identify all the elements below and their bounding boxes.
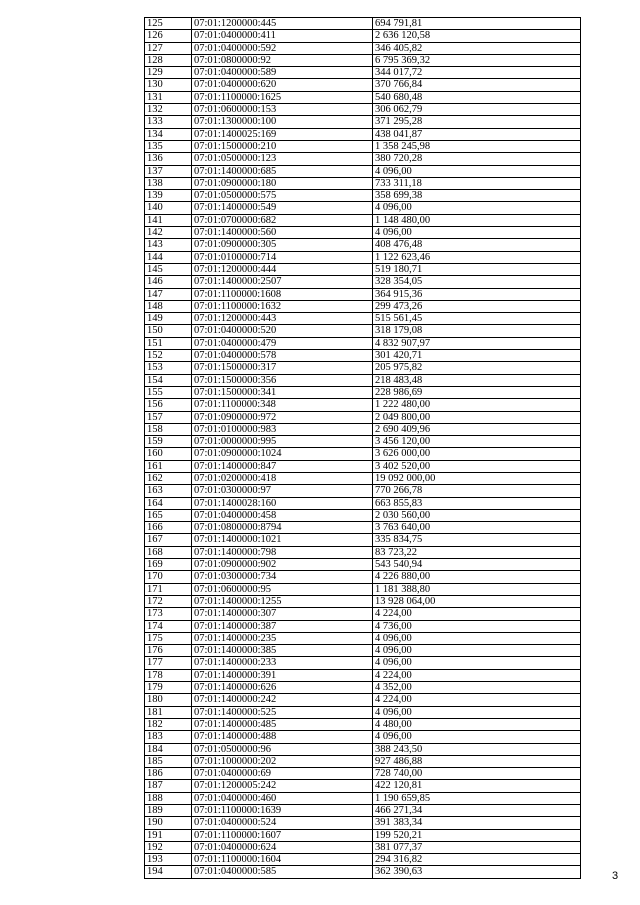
table-row xyxy=(145,866,581,878)
table-row xyxy=(145,202,581,214)
row-number-cell: 158 xyxy=(145,423,192,435)
cadastral-number-cell: 07:01:0500000:575 xyxy=(192,190,373,202)
cadastral-number-cell: 07:01:1100000:1625 xyxy=(192,91,373,103)
cadastral-number-cell: 07:01:1400000:387 xyxy=(192,620,373,632)
value-cell: 205 975,82 xyxy=(373,362,581,374)
cadastral-number-cell: 07:01:1200005:242 xyxy=(192,780,373,792)
table-row xyxy=(145,448,581,460)
value-cell: 2 636 120,58 xyxy=(373,30,581,42)
cadastral-number-cell: 07:01:0200000:418 xyxy=(192,472,373,484)
row-number-cell: 191 xyxy=(145,829,192,841)
table-row xyxy=(145,706,581,718)
table-row xyxy=(145,116,581,128)
value-cell: 83 723,22 xyxy=(373,546,581,558)
cadastral-number-cell: 07:01:1500000:341 xyxy=(192,386,373,398)
table-row xyxy=(145,313,581,325)
table-row xyxy=(145,276,581,288)
row-number-cell: 128 xyxy=(145,54,192,66)
value-cell: 4 224,00 xyxy=(373,608,581,620)
table-row xyxy=(145,104,581,116)
row-number-cell: 153 xyxy=(145,362,192,374)
cadastral-number-cell: 07:01:1400025:169 xyxy=(192,128,373,140)
value-cell: 4 096,00 xyxy=(373,202,581,214)
cadastral-number-cell: 07:01:1400000:685 xyxy=(192,165,373,177)
table-row xyxy=(145,54,581,66)
value-cell: 2 030 560,00 xyxy=(373,509,581,521)
value-cell: 694 791,81 xyxy=(373,18,581,30)
cadastral-number-cell: 07:01:0900000:972 xyxy=(192,411,373,423)
value-cell: 663 855,83 xyxy=(373,497,581,509)
cadastral-number-cell: 07:01:1200000:445 xyxy=(192,18,373,30)
cadastral-number-cell: 07:01:0400000:578 xyxy=(192,350,373,362)
table-row xyxy=(145,153,581,165)
row-number-cell: 150 xyxy=(145,325,192,337)
cadastral-value-table xyxy=(144,17,581,879)
table-row xyxy=(145,509,581,521)
table-row xyxy=(145,595,581,607)
value-cell: 438 041,87 xyxy=(373,128,581,140)
table-row xyxy=(145,350,581,362)
cadastral-number-cell: 07:01:1200000:444 xyxy=(192,263,373,275)
value-cell: 364 915,36 xyxy=(373,288,581,300)
value-cell: 318 179,08 xyxy=(373,325,581,337)
cadastral-number-cell: 07:01:0500000:123 xyxy=(192,153,373,165)
row-number-cell: 167 xyxy=(145,534,192,546)
cadastral-number-cell: 07:01:1400000:385 xyxy=(192,645,373,657)
row-number-cell: 146 xyxy=(145,276,192,288)
cadastral-number-cell: 07:01:0400000:624 xyxy=(192,841,373,853)
table-row xyxy=(145,460,581,472)
value-cell: 4 096,00 xyxy=(373,227,581,239)
row-number-cell: 190 xyxy=(145,817,192,829)
cadastral-number-cell: 07:01:1400000:485 xyxy=(192,718,373,730)
row-number-cell: 152 xyxy=(145,350,192,362)
table-row xyxy=(145,140,581,152)
cadastral-number-cell: 07:01:1400028:160 xyxy=(192,497,373,509)
value-cell: 2 049 800,00 xyxy=(373,411,581,423)
row-number-cell: 130 xyxy=(145,79,192,91)
value-cell: 3 763 640,00 xyxy=(373,522,581,534)
row-number-cell: 151 xyxy=(145,337,192,349)
value-cell: 4 224,00 xyxy=(373,669,581,681)
cadastral-number-cell: 07:01:1400000:1021 xyxy=(192,534,373,546)
row-number-cell: 159 xyxy=(145,436,192,448)
cadastral-number-cell: 07:01:0000000:995 xyxy=(192,436,373,448)
cadastral-number-cell: 07:01:0100000:714 xyxy=(192,251,373,263)
row-number-cell: 136 xyxy=(145,153,192,165)
table-row xyxy=(145,30,581,42)
row-number-cell: 166 xyxy=(145,522,192,534)
cadastral-number-cell: 07:01:0400000:592 xyxy=(192,42,373,54)
cadastral-number-cell: 07:01:0300000:734 xyxy=(192,571,373,583)
value-cell: 1 222 480,00 xyxy=(373,399,581,411)
value-cell: 770 266,78 xyxy=(373,485,581,497)
cadastral-number-cell: 07:01:0400000:458 xyxy=(192,509,373,521)
cadastral-number-cell: 07:01:1400000:525 xyxy=(192,706,373,718)
cadastral-number-cell: 07:01:1500000:356 xyxy=(192,374,373,386)
cadastral-number-cell: 07:01:1400000:560 xyxy=(192,227,373,239)
value-cell: 388 243,50 xyxy=(373,743,581,755)
value-cell: 299 473,26 xyxy=(373,300,581,312)
table-row xyxy=(145,362,581,374)
value-cell: 408 476,48 xyxy=(373,239,581,251)
cadastral-number-cell: 07:01:0800000:92 xyxy=(192,54,373,66)
value-cell: 4 480,00 xyxy=(373,718,581,730)
value-cell: 218 483,48 xyxy=(373,374,581,386)
cadastral-number-cell: 07:01:1000000:202 xyxy=(192,755,373,767)
table-row xyxy=(145,780,581,792)
value-cell: 346 405,82 xyxy=(373,42,581,54)
cadastral-number-cell: 07:01:1500000:317 xyxy=(192,362,373,374)
row-number-cell: 188 xyxy=(145,792,192,804)
cadastral-number-cell: 07:01:1400000:798 xyxy=(192,546,373,558)
value-cell: 380 720,28 xyxy=(373,153,581,165)
value-cell: 381 077,37 xyxy=(373,841,581,853)
cadastral-number-cell: 07:01:1400000:233 xyxy=(192,657,373,669)
cadastral-number-cell: 07:01:0400000:589 xyxy=(192,67,373,79)
value-cell: 1 148 480,00 xyxy=(373,214,581,226)
table-row xyxy=(145,411,581,423)
table-row xyxy=(145,436,581,448)
table-body xyxy=(145,18,581,879)
cadastral-number-cell: 07:01:0400000:520 xyxy=(192,325,373,337)
cadastral-number-cell: 07:01:0400000:524 xyxy=(192,817,373,829)
table-row xyxy=(145,128,581,140)
cadastral-number-cell: 07:01:1300000:100 xyxy=(192,116,373,128)
table-row xyxy=(145,657,581,669)
row-number-cell: 126 xyxy=(145,30,192,42)
cadastral-number-cell: 07:01:1400000:391 xyxy=(192,669,373,681)
table-row xyxy=(145,571,581,583)
table-row xyxy=(145,805,581,817)
value-cell: 294 316,82 xyxy=(373,854,581,866)
table-row xyxy=(145,694,581,706)
value-cell: 4 352,00 xyxy=(373,682,581,694)
row-number-cell: 160 xyxy=(145,448,192,460)
table-row xyxy=(145,559,581,571)
value-cell: 13 928 064,00 xyxy=(373,595,581,607)
table-row xyxy=(145,67,581,79)
row-number-cell: 168 xyxy=(145,546,192,558)
table-row xyxy=(145,731,581,743)
table-row xyxy=(145,620,581,632)
row-number-cell: 171 xyxy=(145,583,192,595)
table-row xyxy=(145,18,581,30)
table-row xyxy=(145,79,581,91)
row-number-cell: 140 xyxy=(145,202,192,214)
row-number-cell: 189 xyxy=(145,805,192,817)
table-row xyxy=(145,472,581,484)
value-cell: 3 626 000,00 xyxy=(373,448,581,460)
cadastral-number-cell: 07:01:0500000:96 xyxy=(192,743,373,755)
cadastral-number-cell: 07:01:1100000:348 xyxy=(192,399,373,411)
table-row xyxy=(145,669,581,681)
table-row xyxy=(145,165,581,177)
cadastral-number-cell: 07:01:0100000:983 xyxy=(192,423,373,435)
row-number-cell: 184 xyxy=(145,743,192,755)
value-cell: 1 190 659,85 xyxy=(373,792,581,804)
value-cell: 344 017,72 xyxy=(373,67,581,79)
value-cell: 4 096,00 xyxy=(373,706,581,718)
row-number-cell: 143 xyxy=(145,239,192,251)
row-number-cell: 176 xyxy=(145,645,192,657)
cadastral-number-cell: 07:01:1400000:488 xyxy=(192,731,373,743)
row-number-cell: 144 xyxy=(145,251,192,263)
value-cell: 306 062,79 xyxy=(373,104,581,116)
value-cell: 358 699,38 xyxy=(373,190,581,202)
row-number-cell: 175 xyxy=(145,632,192,644)
row-number-cell: 149 xyxy=(145,313,192,325)
row-number-cell: 127 xyxy=(145,42,192,54)
table-row xyxy=(145,841,581,853)
row-number-cell: 142 xyxy=(145,227,192,239)
table-row xyxy=(145,485,581,497)
value-cell: 4 096,00 xyxy=(373,645,581,657)
value-cell: 228 986,69 xyxy=(373,386,581,398)
table-row xyxy=(145,608,581,620)
table-row xyxy=(145,632,581,644)
table-row xyxy=(145,645,581,657)
cadastral-number-cell: 07:01:0900000:902 xyxy=(192,559,373,571)
value-cell: 1 181 388,80 xyxy=(373,583,581,595)
table-row xyxy=(145,288,581,300)
row-number-cell: 162 xyxy=(145,472,192,484)
table-row xyxy=(145,177,581,189)
table-row xyxy=(145,263,581,275)
row-number-cell: 139 xyxy=(145,190,192,202)
row-number-cell: 164 xyxy=(145,497,192,509)
row-number-cell: 156 xyxy=(145,399,192,411)
row-number-cell: 155 xyxy=(145,386,192,398)
cadastral-number-cell: 07:01:0700000:682 xyxy=(192,214,373,226)
row-number-cell: 187 xyxy=(145,780,192,792)
row-number-cell: 174 xyxy=(145,620,192,632)
cadastral-number-cell: 07:01:0900000:1024 xyxy=(192,448,373,460)
cadastral-number-cell: 07:01:0400000:411 xyxy=(192,30,373,42)
row-number-cell: 145 xyxy=(145,263,192,275)
row-number-cell: 177 xyxy=(145,657,192,669)
table-row xyxy=(145,227,581,239)
row-number-cell: 192 xyxy=(145,841,192,853)
cadastral-number-cell: 07:01:0600000:153 xyxy=(192,104,373,116)
cadastral-number-cell: 07:01:1400000:626 xyxy=(192,682,373,694)
row-number-cell: 178 xyxy=(145,669,192,681)
table-row xyxy=(145,251,581,263)
table-row xyxy=(145,534,581,546)
value-cell: 927 486,88 xyxy=(373,755,581,767)
row-number-cell: 180 xyxy=(145,694,192,706)
table-row xyxy=(145,718,581,730)
table-row xyxy=(145,300,581,312)
value-cell: 4 226 880,00 xyxy=(373,571,581,583)
value-cell: 4 096,00 xyxy=(373,165,581,177)
cadastral-number-cell: 07:01:1100000:1632 xyxy=(192,300,373,312)
table-row xyxy=(145,399,581,411)
value-cell: 6 795 369,32 xyxy=(373,54,581,66)
value-cell: 515 561,45 xyxy=(373,313,581,325)
row-number-cell: 179 xyxy=(145,682,192,694)
row-number-cell: 138 xyxy=(145,177,192,189)
cadastral-number-cell: 07:01:1400000:549 xyxy=(192,202,373,214)
value-cell: 335 834,75 xyxy=(373,534,581,546)
value-cell: 422 120,81 xyxy=(373,780,581,792)
cadastral-number-cell: 07:01:1100000:1604 xyxy=(192,854,373,866)
row-number-cell: 169 xyxy=(145,559,192,571)
cadastral-number-cell: 07:01:0400000:69 xyxy=(192,768,373,780)
row-number-cell: 157 xyxy=(145,411,192,423)
cadastral-number-cell: 07:01:1100000:1607 xyxy=(192,829,373,841)
value-cell: 466 271,34 xyxy=(373,805,581,817)
value-cell: 1 122 623,46 xyxy=(373,251,581,263)
cadastral-number-cell: 07:01:0300000:97 xyxy=(192,485,373,497)
row-number-cell: 141 xyxy=(145,214,192,226)
table-row xyxy=(145,497,581,509)
row-number-cell: 173 xyxy=(145,608,192,620)
value-cell: 3 456 120,00 xyxy=(373,436,581,448)
cadastral-number-cell: 07:01:1400000:2507 xyxy=(192,276,373,288)
cadastral-number-cell: 07:01:0900000:180 xyxy=(192,177,373,189)
cadastral-number-cell: 07:01:0900000:305 xyxy=(192,239,373,251)
cadastral-number-cell: 07:01:1400000:235 xyxy=(192,632,373,644)
value-cell: 540 680,48 xyxy=(373,91,581,103)
cadastral-number-cell: 07:01:1100000:1608 xyxy=(192,288,373,300)
row-number-cell: 186 xyxy=(145,768,192,780)
row-number-cell: 170 xyxy=(145,571,192,583)
table-row xyxy=(145,239,581,251)
row-number-cell: 163 xyxy=(145,485,192,497)
table-row xyxy=(145,546,581,558)
table-row xyxy=(145,190,581,202)
row-number-cell: 165 xyxy=(145,509,192,521)
row-number-cell: 133 xyxy=(145,116,192,128)
table-row xyxy=(145,386,581,398)
table-row xyxy=(145,423,581,435)
value-cell: 519 180,71 xyxy=(373,263,581,275)
row-number-cell: 134 xyxy=(145,128,192,140)
table-row xyxy=(145,91,581,103)
row-number-cell: 132 xyxy=(145,104,192,116)
table-row xyxy=(145,522,581,534)
table-row xyxy=(145,854,581,866)
value-cell: 4 096,00 xyxy=(373,657,581,669)
row-number-cell: 161 xyxy=(145,460,192,472)
cadastral-number-cell: 07:01:0400000:479 xyxy=(192,337,373,349)
cadastral-number-cell: 07:01:1400000:307 xyxy=(192,608,373,620)
row-number-cell: 147 xyxy=(145,288,192,300)
value-cell: 4 096,00 xyxy=(373,731,581,743)
table-row xyxy=(145,755,581,767)
cadastral-number-cell: 07:01:0600000:95 xyxy=(192,583,373,595)
value-cell: 4 832 907,97 xyxy=(373,337,581,349)
value-cell: 301 420,71 xyxy=(373,350,581,362)
row-number-cell: 129 xyxy=(145,67,192,79)
value-cell: 362 390,63 xyxy=(373,866,581,878)
table-row xyxy=(145,817,581,829)
value-cell: 4 096,00 xyxy=(373,632,581,644)
value-cell: 543 540,94 xyxy=(373,559,581,571)
row-number-cell: 185 xyxy=(145,755,192,767)
value-cell: 370 766,84 xyxy=(373,79,581,91)
row-number-cell: 193 xyxy=(145,854,192,866)
table-row xyxy=(145,325,581,337)
table-row xyxy=(145,374,581,386)
cadastral-number-cell: 07:01:1100000:1639 xyxy=(192,805,373,817)
row-number-cell: 172 xyxy=(145,595,192,607)
table-row xyxy=(145,682,581,694)
value-cell: 733 311,18 xyxy=(373,177,581,189)
table-row xyxy=(145,829,581,841)
table-row xyxy=(145,743,581,755)
value-cell: 4 224,00 xyxy=(373,694,581,706)
row-number-cell: 194 xyxy=(145,866,192,878)
table-row xyxy=(145,214,581,226)
row-number-cell: 148 xyxy=(145,300,192,312)
value-cell: 4 736,00 xyxy=(373,620,581,632)
value-cell: 19 092 000,00 xyxy=(373,472,581,484)
row-number-cell: 137 xyxy=(145,165,192,177)
cadastral-number-cell: 07:01:1400000:242 xyxy=(192,694,373,706)
page-number: 3 xyxy=(612,870,619,882)
value-cell: 391 383,34 xyxy=(373,817,581,829)
value-cell: 728 740,00 xyxy=(373,768,581,780)
value-cell: 199 520,21 xyxy=(373,829,581,841)
value-cell: 371 295,28 xyxy=(373,116,581,128)
table-row xyxy=(145,583,581,595)
row-number-cell: 183 xyxy=(145,731,192,743)
row-number-cell: 181 xyxy=(145,706,192,718)
row-number-cell: 182 xyxy=(145,718,192,730)
value-cell: 1 358 245,98 xyxy=(373,140,581,152)
cadastral-number-cell: 07:01:0400000:460 xyxy=(192,792,373,804)
cadastral-number-cell: 07:01:0400000:585 xyxy=(192,866,373,878)
cadastral-number-cell: 07:01:1400000:847 xyxy=(192,460,373,472)
row-number-cell: 131 xyxy=(145,91,192,103)
value-cell: 328 354,05 xyxy=(373,276,581,288)
cadastral-number-cell: 07:01:1500000:210 xyxy=(192,140,373,152)
table-row xyxy=(145,42,581,54)
value-cell: 3 402 520,00 xyxy=(373,460,581,472)
value-cell: 2 690 409,96 xyxy=(373,423,581,435)
cadastral-number-cell: 07:01:1400000:1255 xyxy=(192,595,373,607)
table-row xyxy=(145,792,581,804)
cadastral-number-cell: 07:01:1200000:443 xyxy=(192,313,373,325)
table-row xyxy=(145,337,581,349)
cadastral-number-cell: 07:01:0800000:8794 xyxy=(192,522,373,534)
row-number-cell: 125 xyxy=(145,18,192,30)
cadastral-number-cell: 07:01:0400000:620 xyxy=(192,79,373,91)
row-number-cell: 154 xyxy=(145,374,192,386)
table-row xyxy=(145,768,581,780)
row-number-cell: 135 xyxy=(145,140,192,152)
